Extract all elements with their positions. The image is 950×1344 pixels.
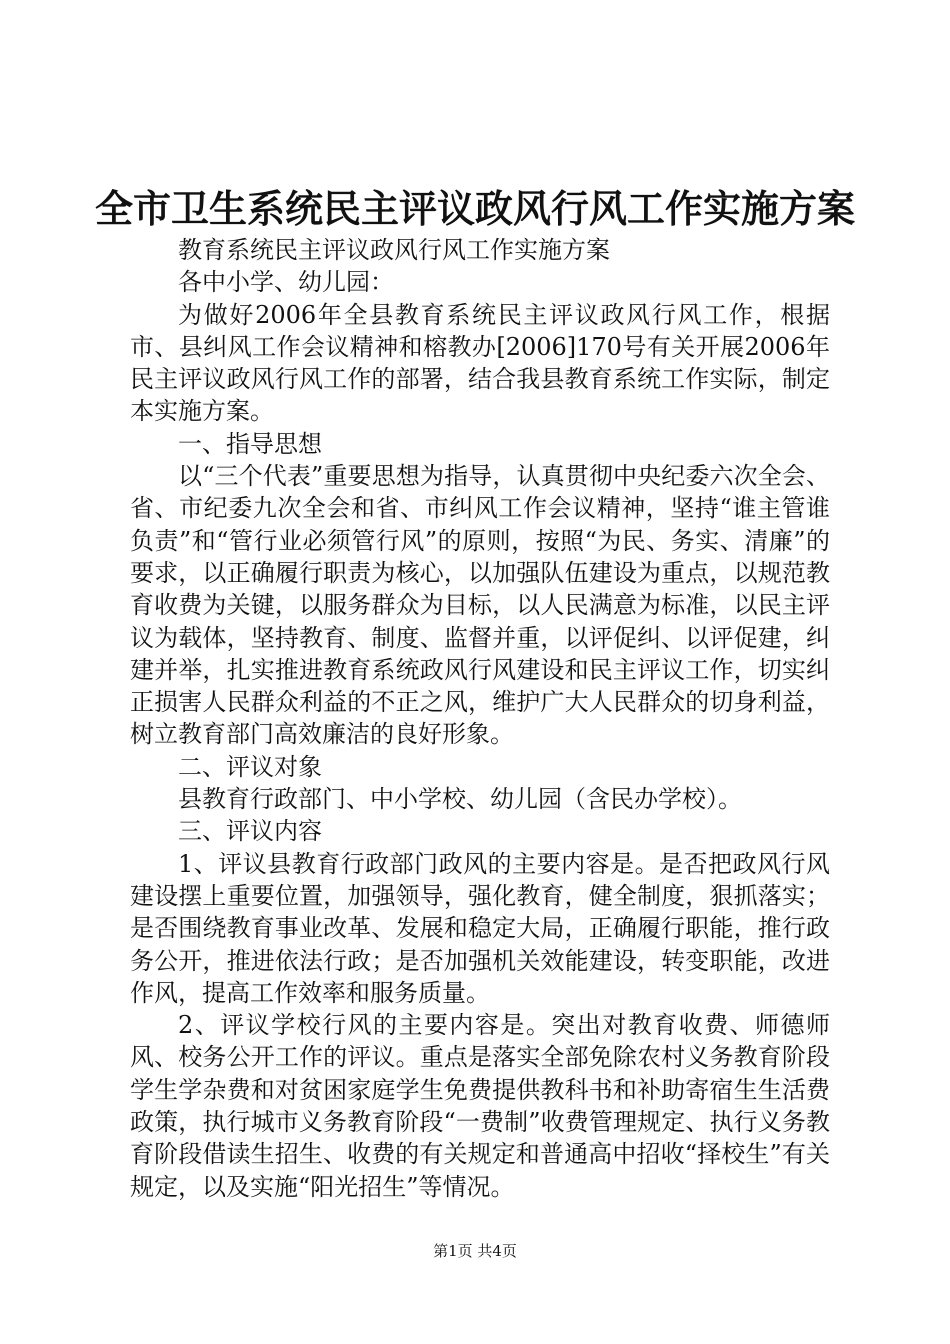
section-heading-guiding-thought: 一、指导思想 (178, 429, 322, 458)
document-title: 全市卫生系统民主评议政风行风工作实施方案 (94, 187, 855, 231)
section-heading-review-content: 三、评议内容 (178, 817, 322, 846)
subtitle-paragraph: 教育系统民主评议政风行风工作实施方案 (178, 236, 610, 264)
document-body (130, 234, 830, 1203)
intro-paragraph: 为做好2006年全县教育系统民主评议政风行风工作，根据市、县纠风工作会议精神和榕教办[2006]170号有关开展2006年民主评议政风行风工作的部署，结合我县教育系统工作实际，制定本实施方案。 (130, 300, 830, 426)
review-targets-paragraph: 县教育行政部门、中小学校、幼儿园（含民办学校）。 (178, 785, 742, 814)
page-footer: 第1页 共4页 (433, 1242, 517, 1260)
guiding-thought-paragraph: 以“三个代表”重要思想为指导，认真贯彻中央纪委六次全会、省、市纪委九次全会和省、市纠风工作会议精神，坚持“谁主管谁负责”和“管行业必须管行风”的原则，按照“为民、务实、清廉”的要求，以正确履行职责为核心，以加强队伍建设为重点，以规范教育收费为关键，以服务群众为目标，以人民满意为标准，以民主评议为载体，坚持教育、制度、监督并重，以评促纠、以评促建，纠建并举，扎实推进教育系统政风行风建设和民主评议工作，切实纠正损害人民群众利益的不正之风，维护广大人民群众的切身利益，树立教育部门高效廉洁的良好形象。 (130, 462, 830, 749)
salutation-paragraph: 各中小学、幼儿园： (178, 268, 394, 297)
review-content-item-1: 1、评议县教育行政部门政风的主要内容是。是否把政风行风建设摆上重要位置，加强领导，强化教育，健全制度，狠抓落实；是否围绕教育事业改革、发展和稳定大局，正确履行职能，推行政务公开，推进依法行政；是否加强机关效能建设，转变职能，改进作风，提高工作效率和服务质量。 (130, 849, 830, 1007)
section-heading-review-targets: 二、评议对象 (178, 752, 322, 781)
review-content-item-2: 2、评议学校行风的主要内容是。突出对教育收费、师德师风、校务公开工作的评议。重点是落实全部免除农村义务教育阶段学生学杂费和对贫困家庭学生免费提供教科书和补助寄宿生生活费政策，执行城市义务教育阶段“一费制”收费管理规定、执行义务教育阶段借读生招生、收费的有关规定和普通高中招收“择校生”有关规定，以及实施“阳光招生”等情况。 (130, 1011, 830, 1201)
